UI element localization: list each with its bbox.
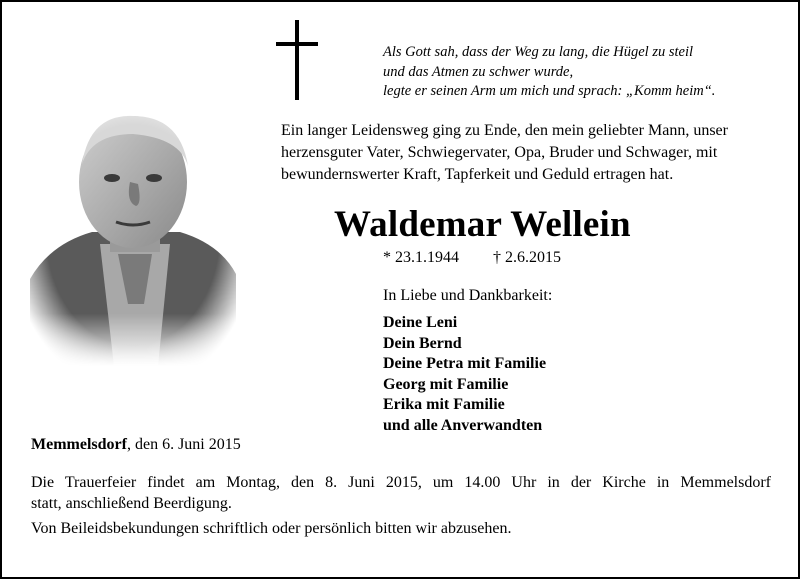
birth-date: * 23.1.1944 [383, 249, 459, 266]
portrait-photo [30, 104, 236, 366]
cross-icon [276, 20, 318, 100]
thanks-line: In Liebe und Dankbarkeit: [383, 287, 553, 304]
place: Memmelsdorf [31, 436, 127, 453]
family-member: Deine Leni [383, 314, 458, 331]
life-dates [383, 248, 561, 268]
family-member: Dein Bernd [383, 334, 462, 352]
poem [383, 43, 715, 102]
intro-line: herzensguter Vater, Schwiegervater, Opa, Bruder und Schwager, mit [281, 144, 718, 161]
poem-line: legte er seinen Arm um mich und sprach: „Komm heim“. [383, 83, 716, 99]
intro-text [281, 120, 773, 186]
funeral-info [31, 472, 771, 514]
poem-line: und das Atmen zu schwer wurde, [383, 63, 574, 80]
family-member: Erika mit Familie [383, 396, 505, 413]
funeral-line: Die Trauerfeier findet am Montag, den 8. Juni 2015, um 14.00 Uhr in der Kirche in Memmelsdorf [31, 474, 771, 491]
intro-line: Ein langer Leidensweg ging zu Ende, den mein geliebter Mann, unser [281, 122, 728, 139]
family-list [383, 313, 546, 436]
family-member: und alle Anverwandten [383, 416, 543, 434]
death-date: † 2.6.2015 [493, 249, 561, 266]
family-member: Deine Petra mit Familie [383, 355, 547, 372]
place-date [31, 434, 241, 456]
condolence-note: Von Beileidsbekundungen schriftlich oder persönlich bitten wir abzusehen. [31, 520, 512, 537]
date-text: , den 6. Juni 2015 [126, 436, 241, 453]
funeral-line: statt, anschließend Beerdigung. [31, 495, 232, 512]
poem-line: Als Gott sah, dass der Weg zu lang, die Hügel zu steil [383, 44, 694, 60]
intro-line: bewundernswerter Kraft, Tapferkeit und Geduld ertragen hat. [281, 166, 674, 183]
deceased-name: Waldemar Wellein [334, 204, 631, 245]
family-member: Georg mit Familie [383, 375, 509, 393]
